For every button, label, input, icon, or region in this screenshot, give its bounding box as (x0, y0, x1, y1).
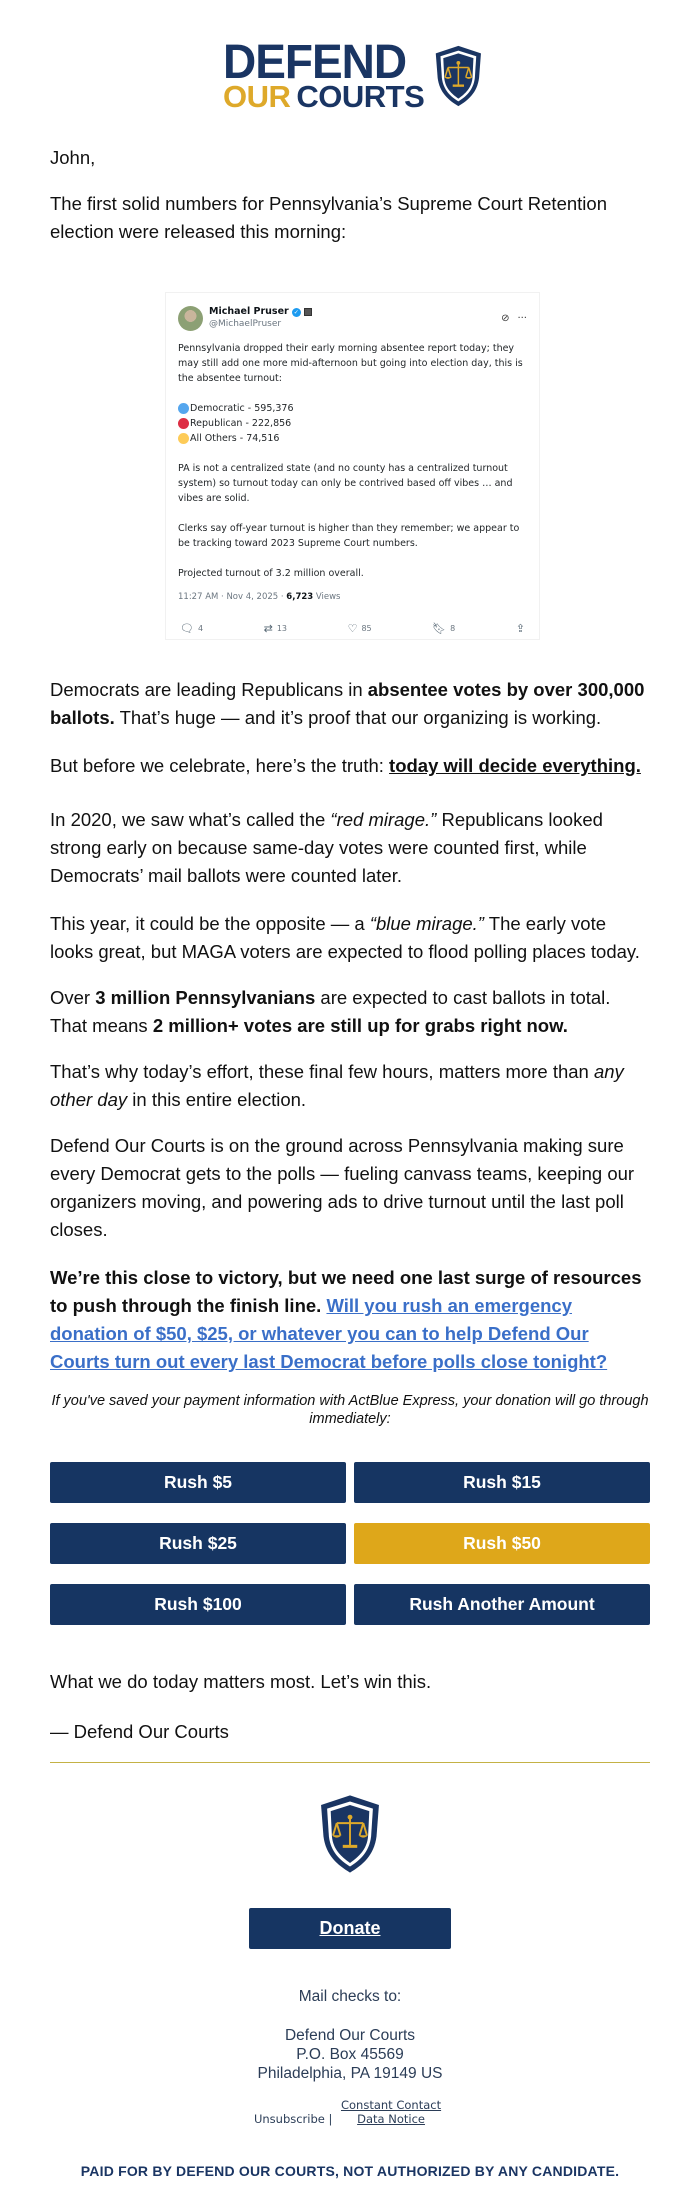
paragraph-on-the-ground: Defend Our Courts is on the ground across Pennsylvania making sure every Democrat gets to the polls — fueling canvass teams, keeping our organizers moving, and powering ads to drive turnout until the last poll closes. (50, 1135, 635, 1240)
actblue-express-note: If you've saved your payment information with ActBlue Express, your donation will go through immediately: (51, 1393, 649, 1427)
tweet-text-1: Pennsylvania dropped their early morning absentee report today; they may still add one more mid-afternoon but going into election day, this is the absentee turnout: (178, 343, 523, 384)
paragraph-turnout: Over 3 million Pennsylvanians are expected to cast ballots in total. That means 2 million+ votes are still up for grabs right now. (50, 987, 611, 1036)
paragraph-red-mirage: In 2020, we saw what’s called the “red mirage.” Republicans looked strong early on because same-day votes were counted first, while Democrats’ mail ballots were counted later. (50, 809, 603, 886)
more-options-icon: ··· (517, 312, 527, 324)
tweet-text-4: Projected turnout of 3.2 million overall. (178, 568, 364, 579)
like-icon: ♡ (347, 622, 358, 635)
paragraph-blue-mirage: This year, it could be the opposite — a “blue mirage.” The early vote looks great, but MAGA voters are expected to flood polling places today. (50, 913, 640, 962)
paragraph-today: That’s why today’s effort, these final few hours, matters more than any other day in this entire election. (50, 1061, 624, 1110)
unsubscribe-link[interactable]: Unsubscribe (253, 2112, 325, 2126)
rush-50-button[interactable]: Rush $50 (354, 1523, 650, 1564)
defend-our-courts-logo (223, 34, 485, 114)
blue-circle-icon (178, 403, 189, 414)
donate-button[interactable]: Donate (249, 1908, 451, 1949)
closing-line: What we do today matters most. Let’s win this. (50, 1671, 432, 1692)
share-icon: ⇪ (515, 622, 525, 635)
greeting: John, (50, 147, 96, 168)
logo-word-courts: COURTS (296, 78, 425, 114)
logo-word-our: OUR (223, 78, 291, 114)
legend-democratic: Democratic - 595,376 (178, 401, 527, 416)
constant-contact-data-notice-link[interactable]: Constant Contact Data Notice (340, 2098, 442, 2126)
rush-25-button[interactable]: Rush $25 (50, 1523, 346, 1564)
bookmark-icon: 🔖︎ (432, 622, 447, 635)
legend-republican: Republican - 222,856 (178, 416, 527, 431)
rush-100-button[interactable]: Rush $100 (50, 1584, 346, 1625)
paragraph-absentee-lead: Democrats are leading Republicans in absentee votes by over 300,000 ballots. That’s huge — and it’s proof that our organizing is working. (50, 679, 645, 728)
tweet-text-3: Clerks say off-year turnout is higher than they remember; we appear to be tracking toward 2023 Supreme Court numbers. (178, 523, 520, 549)
donation-ask-link[interactable]: Will you rush an emergency donation of $50, $25, or whatever you can to help Defend Our Courts turn out every last Democrat before polls close tonight? (50, 1295, 608, 1372)
grok-icon: ⊘ (501, 312, 510, 324)
footer-links: Unsubscribe | Constant Contact Data Notice (50, 2098, 650, 2126)
paragraph-truth: But before we celebrate, here’s the truth: today will decide everything. (50, 755, 641, 776)
logo-word-defend: DEFEND (223, 34, 407, 89)
yellow-circle-icon (178, 433, 189, 444)
mailing-address: Defend Our Courts P.O. Box 45569 Philadelphia, PA 19149 US (257, 2027, 443, 2082)
red-circle-icon (178, 418, 189, 429)
tweet-author-handle: @MichaelPruser (209, 319, 282, 329)
paid-for-disclaimer: PAID FOR BY DEFEND OUR COURTS, NOT AUTHORIZED BY ANY CANDIDATE. (80, 2163, 620, 2179)
tweet-text-2: PA is not a centralized state (and no county has a centralized turnout system) so turnout today can only be contrived based off vibes … and vibes are solid. (178, 463, 513, 504)
scales-shield-icon (432, 42, 485, 110)
tweet-action-bar: 🗨 4 ⇄ 13 ♡ 85 🔖︎ 8 ⇪ (180, 622, 525, 635)
legend-others: All Others - 74,516 (178, 431, 527, 446)
avatar (178, 306, 203, 331)
paragraph-ask: We’re this close to victory, but we need one last surge of resources to push through the finish line. Will you rush an emergency donation of $50, $25, or whatever you can to help Defend Our Courts turn out every last Democrat before polls close tonight? (50, 1267, 642, 1372)
repost-icon: ⇄ (263, 622, 273, 635)
mail-checks-label: Mail checks to: (298, 1988, 402, 2005)
reply-icon: 🗨 (180, 622, 194, 635)
tweet-turnout-list (178, 401, 527, 446)
tweet-meta: 11:27 AM · Nov 4, 2025 · 6,723 Views (178, 592, 341, 602)
signature: — Defend Our Courts (50, 1721, 229, 1742)
rush-5-button[interactable]: Rush $5 (50, 1462, 346, 1503)
tweet-author-name: Michael Pruser (209, 306, 289, 317)
rush-15-button[interactable]: Rush $15 (354, 1462, 650, 1503)
verified-badge-icon: ✓ (293, 308, 299, 316)
affiliate-badge-icon (304, 308, 312, 316)
footer-divider (50, 1762, 650, 1763)
embedded-tweet (165, 292, 540, 640)
scales-shield-icon (316, 1793, 384, 1875)
rush-another-amount-button[interactable]: Rush Another Amount (354, 1584, 650, 1625)
intro-paragraph: The first solid numbers for Pennsylvania’s Supreme Court Retention election were released this morning: (50, 193, 607, 242)
